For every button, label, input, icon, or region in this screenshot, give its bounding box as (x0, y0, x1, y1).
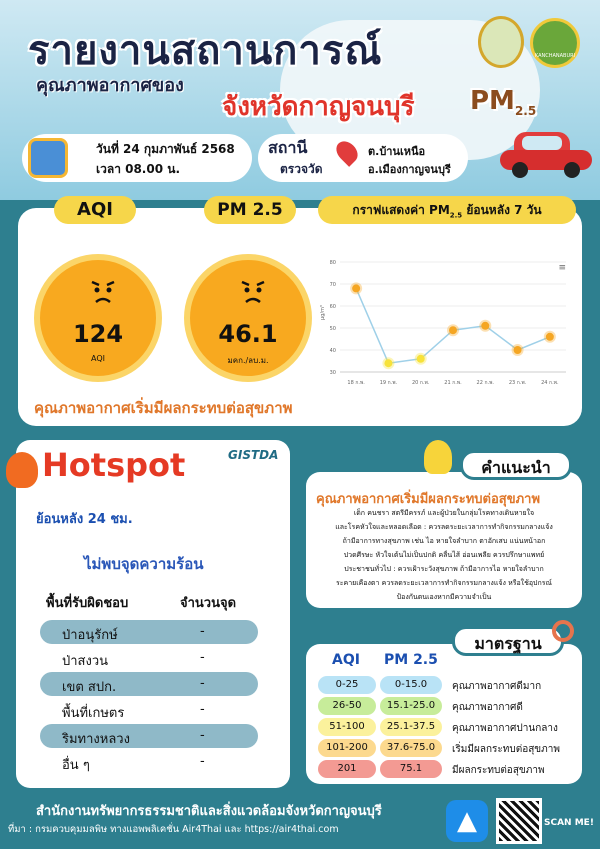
hotspot-row-area: ริมทางหลวง (62, 732, 130, 747)
hotspot-period: ย้อนหลัง 24 ชม. (36, 512, 133, 527)
hotspot-row-area: ป่าสงวน (62, 654, 109, 669)
chart-point (481, 322, 489, 330)
chart-ytick-label: 30 (329, 370, 336, 376)
chart-point (546, 333, 554, 341)
status-text: คุณภาพอากาศเริ่มมีผลกระทบต่อสุขภาพ (34, 399, 293, 417)
standard-row-pm: 75.1 (380, 760, 442, 778)
scan-me-label: SCAN ME! (544, 818, 594, 828)
chart-xtick-label: 21 ก.พ. (444, 380, 462, 386)
hotspot-row-area: พื้นที่เกษตร (62, 706, 125, 721)
chart-xtick-label: 24 ก.พ. (541, 380, 559, 386)
pm-chart (316, 250, 574, 392)
hotspot-row-count: - (200, 650, 205, 665)
chart-xtick-label: 19 ก.พ. (379, 380, 398, 386)
unhappy-face-icon (234, 272, 272, 310)
pm-value: 46.1 (218, 320, 278, 348)
province-seal-logo (478, 16, 524, 68)
calendar-icon (28, 138, 68, 178)
advice-headline: คุณภาพอากาศเริ่มมีผลกระทบต่อสุขภาพ (316, 492, 541, 507)
hotspot-none-found: ไม่พบจุดความร้อน (84, 555, 204, 573)
hotspot-row-area: เขต สปก. (62, 680, 117, 695)
standard-row-pm: 37.6-75.0 (380, 739, 442, 757)
chart-point (352, 284, 360, 292)
standard-row-pm: 0-15.0 (380, 676, 442, 694)
standard-row-aqi: 51-100 (318, 718, 376, 736)
air4thai-app-icon[interactable]: ▲ (446, 800, 488, 842)
advice-title-pill: คำแนะนำ (460, 450, 572, 480)
unhappy-face-icon (84, 272, 122, 310)
standard-row-desc: เริ่มมีผลกระทบต่อสุขภาพ (452, 744, 560, 755)
chart-menu-icon: ≡ (558, 263, 566, 273)
standard-row-aqi: 201 (318, 760, 376, 778)
standard-row-aqi: 26-50 (318, 697, 376, 715)
magnifier-icon (552, 620, 574, 642)
station-line2: อ.เมืองกาญจนบุรี (368, 163, 451, 176)
chart-xtick-label: 18 ก.พ. (347, 380, 365, 386)
page-title: รายงานสถานการณ์ (28, 28, 383, 74)
hotspot-row-count: - (200, 728, 205, 743)
chart-ytick-label: 80 (329, 260, 336, 266)
province-title: จังหวัดกาญจนบุรี (222, 92, 415, 122)
fire-icon (6, 452, 38, 488)
office-logo-text: KANCHANABURI (534, 53, 576, 59)
standard-col-aqi: AQI (332, 652, 360, 668)
gistda-brand: GISTDA (228, 448, 279, 462)
hotspot-row-area: อื่น ๆ (62, 758, 90, 773)
page-subtitle: คุณภาพอากาศของ (36, 75, 184, 96)
map-pin-icon (332, 137, 362, 167)
standard-row-desc: คุณภาพอากาศปานกลาง (452, 723, 558, 734)
standard-title-pill: มาตรฐาน (452, 626, 564, 656)
station-label-1: สถานี (268, 138, 308, 157)
footer-source: ที่มา : กรมควบคุมมลพิษ ทางแอพพลิเคชั่น Air4Thai และ https://air4thai.com (8, 824, 339, 835)
chart-xtick-label: 20 ก.พ. (411, 380, 430, 386)
date-card (22, 134, 252, 182)
hotspot-row-count: - (200, 702, 205, 717)
chart-ylabel: µg/m³ (320, 305, 326, 320)
aqi-value: 124 (72, 320, 124, 348)
hotspot-row-area: ป่าอนุรักษ์ (62, 628, 118, 643)
chart-point (417, 355, 425, 363)
chart-point (449, 326, 457, 334)
car-illustration (500, 132, 592, 178)
hotspot-row-count: - (200, 754, 205, 769)
chart-ytick-label: 60 (329, 304, 336, 310)
hotspot-row-count: - (200, 676, 205, 691)
lightbulb-icon (424, 440, 452, 474)
hotspot-col-count: จำนวนจุด (180, 596, 237, 611)
qr-code[interactable] (496, 798, 542, 844)
standard-row-pm: 25.1-37.5 (380, 718, 442, 736)
pm-tag: $PM_{2.5}$ (470, 86, 537, 119)
station-label-2: ตรวจวัด (280, 162, 323, 176)
date-text: วันที่ 24 กุมภาพันธ์ 2568 (96, 142, 235, 156)
chart-title-pill: กราฟแสดงค่า $PM_{2.5}$ ย้อนหลัง 7 วัน (318, 196, 576, 224)
time-text: เวลา 08.00 น. (96, 162, 181, 176)
chart-xtick-label: 22 ก.พ. (476, 380, 495, 386)
standard-row-desc: คุณภาพอากาศดีมาก (452, 681, 542, 692)
pm-unit: มคก./ลบ.ม. (227, 356, 269, 365)
chart-ytick-label: 50 (329, 326, 336, 332)
pm-label-pill: PM 2.5 (204, 196, 296, 224)
chart-point (384, 359, 392, 367)
aqi-label-pill: AQI (54, 196, 136, 224)
chart-xtick-label: 23 ก.พ. (508, 380, 527, 386)
office-logo (530, 18, 580, 68)
chart-point (514, 346, 522, 354)
standard-col-pm: PM 2.5 (384, 652, 438, 668)
standard-row-aqi: 101-200 (318, 739, 376, 757)
aqi-gauge (34, 254, 162, 382)
station-card (258, 134, 468, 182)
chart-ytick-label: 40 (329, 348, 336, 354)
hotspot-title: Hotspot (42, 446, 186, 484)
standard-row-aqi: 0-25 (318, 676, 376, 694)
aqi-unit: AQI (91, 354, 105, 363)
hotspot-col-area: พื้นที่รับผิดชอบ (46, 596, 129, 611)
chart-ytick-label: 70 (329, 282, 336, 288)
pm-gauge (184, 254, 312, 382)
standard-row-pm: 15.1-25.0 (380, 697, 442, 715)
hotspot-row-count: - (200, 624, 205, 639)
standard-row-desc: มีผลกระทบต่อสุขภาพ (452, 765, 545, 776)
standard-row-desc: คุณภาพอากาศดี (452, 702, 523, 713)
station-line1: ต.บ้านเหนือ (368, 145, 426, 158)
advice-body: เด็ก คนชรา สตรีมีครรภ์ และผู้ป่วยในกลุ่มโรคทางเดินหายใจ และโรคหัวใจและหลอดเลือด : ควรลดระยะเวลาการทำกิจกรรมกลางแจ้ง ถ้ามีอาการทางสุขภาพ เช่น ไอ หายใจลำบาก ตาอักเสบ แน่นหน้าอก ปวดศีรษะ หัวใจเต้นไม่เป็นปกติ คลื่นไส้ อ่อนเพลีย ควรปรึกษาแพทย์ ประชาชนทั่วไป : ควรเฝ้าระวังสุขภาพ ถ้ามีอาการไอ หายใจลำบาก ระคายเคืองตา ควรลดระยะเวลาการทำกิจกรรมกลางแจ้ง หรือใช้อุปกรณ์ ป้องกันตนเองหากมีความจำเป็น (335, 509, 553, 601)
footer-org: สำนักงานทรัพยากรธรรมชาติและสิ่งแวดล้อมจังหวัดกาญจนบุรี (36, 804, 382, 819)
